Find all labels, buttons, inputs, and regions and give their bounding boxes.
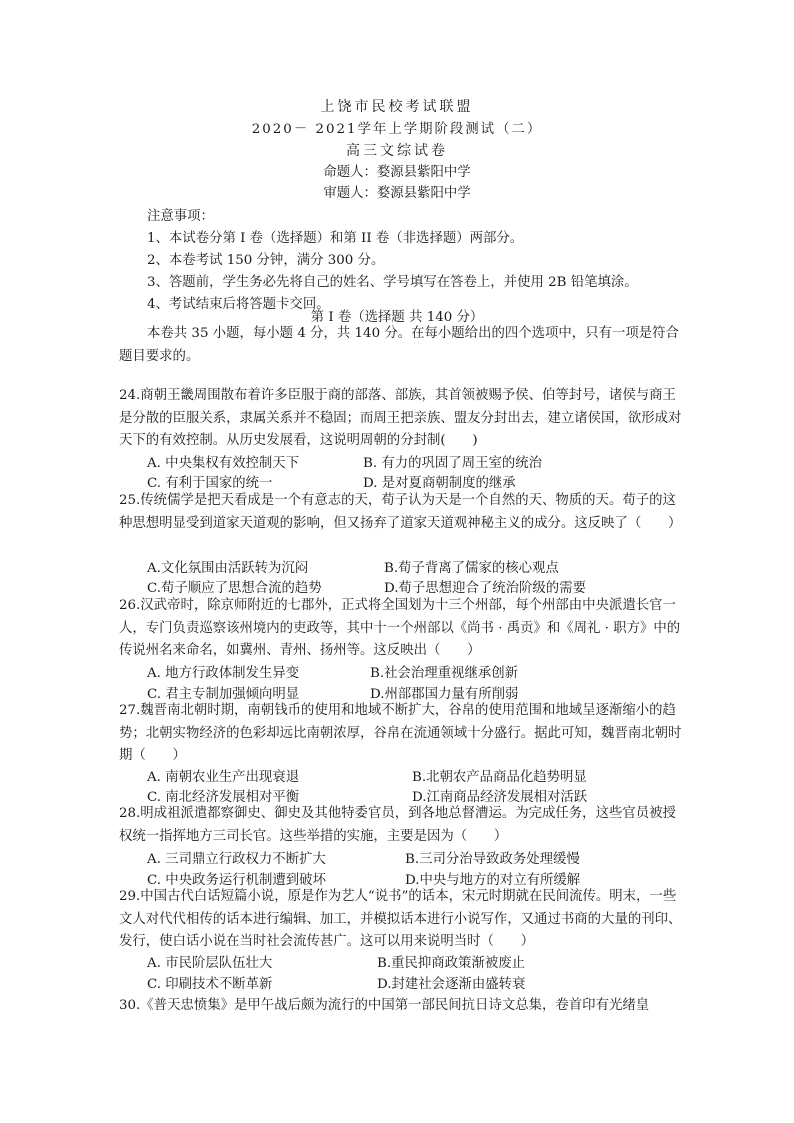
option-row bbox=[147, 472, 687, 492]
option-c[interactable]: C. 有利于国家的统一 bbox=[147, 476, 273, 491]
notes-heading: 注意事项： bbox=[147, 209, 214, 224]
setter-line: 命题人：婺源县紫阳中学 bbox=[323, 165, 471, 180]
option-a[interactable]: A. 南朝农业生产出现衰退 bbox=[147, 770, 300, 785]
note-item: 4、考试结束后将答题卡交回。 bbox=[147, 297, 330, 312]
option-row bbox=[147, 452, 687, 472]
term-subtitle: 2020－ 2021学年上学期阶段测试（二） bbox=[251, 122, 543, 137]
option-b[interactable]: B.社会治理重视继承创新 bbox=[370, 666, 519, 681]
note-item: 3、答题前，学生务必先将自己的姓名、学号填写在答卷上，并使用 2B 铅笔填涂。 bbox=[147, 275, 638, 290]
option-d[interactable]: D.中央与地方的对立有所缓解 bbox=[405, 873, 581, 888]
option-c[interactable]: C. 中央政务运行机制遭到破坏 bbox=[147, 873, 326, 888]
option-row bbox=[147, 973, 687, 993]
question-stem: 28.明成祖派遣都察御史、御史及其他特委官员，到各地总督漕运。为完成任务，这些官员被授权统一指挥地方三司长官。这些举措的实施，主要是因为（ ） bbox=[119, 806, 676, 844]
option-a[interactable]: A. 中央集权有效控制天下 bbox=[147, 456, 300, 471]
option-c[interactable]: C. 印刷技术不断革新 bbox=[147, 977, 273, 992]
option-d[interactable]: D. 是对夏商朝制度的继承 bbox=[363, 476, 516, 491]
option-b[interactable]: B.荀子背离了儒家的核心观点 bbox=[384, 561, 559, 576]
question-stem: 25.传统儒学是把天看成是一个有意志的天，荀子认为天是一个自然的天、物质的天。荀子的这种思想明显受到道家天道观的影响，但又扬弃了道家天道观神秘主义的成分。这反映了（ ） bbox=[119, 493, 682, 531]
reviewer-line: 审题人：婺源县紫阳中学 bbox=[323, 186, 471, 201]
option-row bbox=[147, 848, 687, 868]
exam-union-title: 上饶市民校考试联盟 bbox=[320, 99, 474, 115]
option-b[interactable]: B.北朝农产品商品化趋势明显 bbox=[412, 770, 587, 785]
section-intro: 本卷共 35 小题，每小题 4 分，共 140 分。在每小题给出的四个选项中，只有一项是符合题目要求的。 bbox=[119, 326, 679, 364]
question-stem: 24.商朝王畿周围散布着许多臣服于商的部落、部族，其首领被赐予侯、伯等封号，诸侯与商王是分散的臣服关系，隶属关系并不稳固；而周王把亲族、盟友分封出去，建立诸侯国，欲形成对天下的有效控制。从历史发展看，这说明周朝的分封制( ) bbox=[119, 388, 682, 448]
option-a[interactable]: A. 地方行政体制发生异变 bbox=[147, 666, 300, 681]
question-stem: 29.中国古代白话短篇小说，原是作为艺人“说书”的话本，宋元时期就在民间流传。明末，一些文人对代代相传的话本进行编辑、加工，并模拟话本进行小说写作，又通过书商的大量的刊印、发行，使白话小说在当时社会流传甚广。这可以用来说明当时（ ） bbox=[119, 889, 682, 949]
option-c[interactable]: C.荀子顺应了思想合流的趋势 bbox=[147, 581, 322, 596]
option-row bbox=[147, 766, 687, 786]
question-stem: 26.汉武帝时，除京师附近的七郡外，正式将全国划为十三个州部，每个州部由中央派遣长官一人，专门负责巡察该州境内的吏政等，其中十一个州部以《尚书 · 禹贡》和《周礼 · 职方》中的传说州名来命名，如冀州、青州、扬州等。这反映出（ ） bbox=[119, 598, 681, 658]
option-b[interactable]: B.重民抑商政策渐被废止 bbox=[377, 956, 526, 971]
exam-name: 高三文综试卷 bbox=[346, 143, 448, 159]
option-c[interactable]: C. 君主专制加强倾向明显 bbox=[147, 687, 300, 702]
option-row bbox=[147, 952, 687, 972]
option-d[interactable]: D.封建社会逐渐由盛转衰 bbox=[377, 977, 526, 992]
question-stem: 30.《普天忠愤集》是甲午战后颇为流行的中国第一部民间抗日诗文总集，卷首印有光绪皇 bbox=[119, 998, 650, 1013]
option-row bbox=[147, 557, 687, 577]
question-stem: 27.魏晋南北朝时期，南朝钱币的使用和地域不断扩大，谷帛的使用范围和地域呈逐渐缩小的趋势；北朝实物经济的色彩却远比南朝浓厚，谷帛在流通领域十分盛行。据此可知，魏晋南北朝时期（ ） bbox=[119, 703, 682, 763]
option-row bbox=[147, 577, 687, 597]
option-a[interactable]: A.文化氛围由活跃转为沉闷 bbox=[147, 561, 309, 576]
option-d[interactable]: D.江南商品经济发展相对活跃 bbox=[412, 790, 588, 805]
option-b[interactable]: B.三司分治导致政务处理缓慢 bbox=[405, 852, 580, 867]
note-item: 2、本卷考试 150 分钟，满分 300 分。 bbox=[147, 253, 385, 268]
option-a[interactable]: A. 市民阶层队伍壮大 bbox=[147, 956, 273, 971]
option-d[interactable]: D.荀子思想迎合了统治阶级的需要 bbox=[384, 581, 586, 596]
option-d[interactable]: D.州部郡国力量有所削弱 bbox=[370, 687, 519, 702]
option-c[interactable]: C. 南北经济发展相对平衡 bbox=[147, 790, 300, 805]
option-row bbox=[147, 662, 687, 682]
note-item: 1、本试卷分第 I 卷（选择题）和第 II 卷（非选择题）两部分。 bbox=[147, 231, 524, 246]
section-title: 第 I 卷（选择题 共 140 分） bbox=[310, 310, 484, 325]
option-a[interactable]: A. 三司鼎立行政权力不断扩大 bbox=[147, 852, 326, 867]
option-b[interactable]: B. 有力的巩固了周王室的统治 bbox=[363, 456, 543, 471]
